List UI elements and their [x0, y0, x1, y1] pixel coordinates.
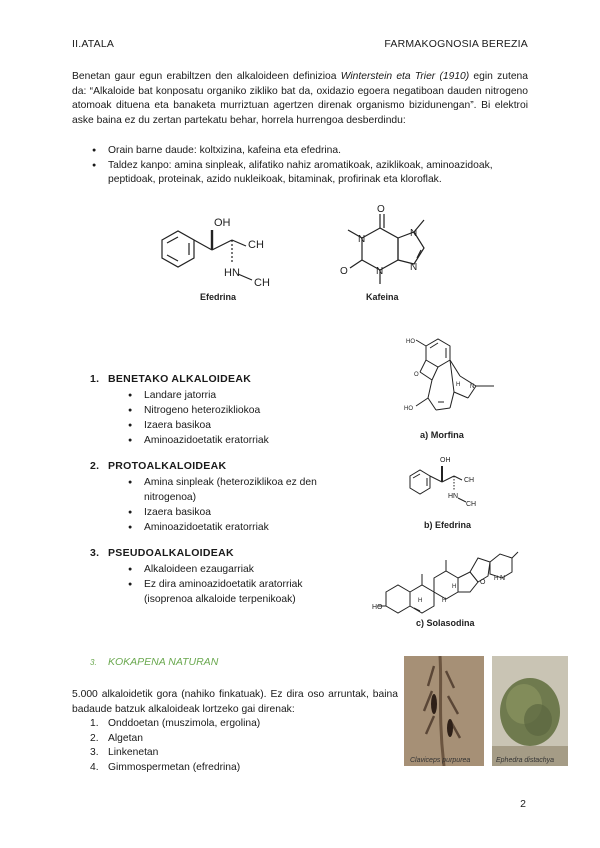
list-item	[90, 761, 390, 776]
morphine-ho-top: HO	[406, 339, 415, 345]
list-item: ● Ez dira aminoazidoetatik aratorriak (isoprenoa alkaloide terpenikoak)	[128, 577, 340, 607]
list-item: ● Amina sinpleak (heteroziklikoa ez den nitrogenoa)	[128, 475, 340, 505]
list-item: ● Aminoazidoetatik eratorriak	[128, 520, 340, 535]
list-item: ● Alkaloideen ezaugarriak	[128, 562, 340, 577]
morphine-ho-bottom: HO	[404, 406, 413, 412]
page-number: 2	[520, 798, 526, 810]
ephedra-photo	[492, 656, 568, 766]
list-text: Gimmospermetan (efredrina)	[108, 761, 241, 773]
ephedra-caption: Ephedra distachya	[496, 757, 554, 764]
section-title-benetako	[90, 373, 251, 385]
solasodine-h-nh: H	[494, 576, 499, 582]
header-right: FARMAKOGNOSIA BEREZIA	[384, 38, 528, 50]
solasodine-n: N	[500, 575, 506, 582]
solasodine-h3: H	[452, 584, 457, 590]
claviceps-photo	[404, 656, 484, 766]
caffeine-structure	[348, 214, 424, 284]
section-number: 2.	[90, 460, 100, 472]
list-number: 1.	[90, 718, 99, 729]
ephedrine-small-oh: OH	[440, 457, 451, 464]
caffeine-n9: N	[410, 262, 418, 273]
list-item: ● Taldez kanpo: amina sinpleak, alifatiko nahiz aromatikoak, aziklikoak, aminoazidoak, peptidoak, proteinak, azido nukleikoak, bitaminak, profirinak eta kloroflak.	[90, 159, 528, 188]
solasodine-h1: H	[418, 598, 423, 604]
kokapena-title: KOKAPENA NATURAN	[108, 656, 219, 668]
list-text: Onddoetan (muszimola, ergolina)	[108, 718, 261, 729]
ephedrine-ch3-label: CH	[248, 239, 264, 251]
ephedrine-small-structure	[398, 448, 508, 533]
caffeine-n1: N	[358, 234, 366, 245]
list-item	[90, 717, 390, 732]
list-text: Algetan	[108, 732, 143, 744]
kokapena-paragraph: 5.000 alkaloidetik gora (nahiko finkatuak). Ez dira oso arruntak, baina badaude batzuk alkaloideak lortzeko gai direnak:	[72, 689, 398, 715]
solasodine-ho: HO	[372, 604, 383, 611]
caffeine-label: Kafeina	[366, 292, 399, 302]
ephedrine-small-nch3: CH	[466, 501, 477, 508]
intro-text-2: egin zutena da: “Alkaloide bat konposatu organiko zikliko bat da, oxidazio egoera negatiboan dauden nitrogeno atomoak dituena eta banaketa murriztuan agertzen direnak organismo bizidunengan”. Bi elektroi aske baina ez du zertan partekatu behar, horrela hurrengoa desberdindu:	[72, 71, 529, 126]
section-title-text: PROTOALKALOIDEAK	[108, 460, 227, 472]
top-structures-figure	[140, 198, 460, 306]
solasodine-h2: H	[442, 598, 447, 604]
list-item	[90, 732, 390, 747]
intro-bullet-list	[90, 144, 528, 188]
caffeine-n7: N	[410, 228, 418, 239]
section-title-pseudoalkaloideak	[90, 547, 234, 559]
ephedrine-small-caption: b) Efedrina	[424, 520, 472, 530]
header-left: II.ATALA	[72, 38, 115, 50]
ephedrine-oh-label: OH	[214, 217, 231, 229]
list-number: 4.	[90, 761, 99, 773]
ephedrine-n-label: N	[232, 267, 240, 279]
caffeine-o-left: O	[340, 266, 348, 277]
section-title-protoalkaloideak	[90, 460, 226, 472]
list-number: 3.	[90, 747, 99, 759]
caffeine-o-top: O	[377, 204, 385, 215]
caffeine-n3: N	[376, 266, 384, 277]
solasodine-caption: c) Solasodina	[416, 618, 475, 628]
claviceps-caption: Claviceps purpurea	[410, 757, 471, 764]
section-3-list	[128, 562, 340, 607]
list-item: ● Orain barne daude: koltxizina, kafeina eta efedrina.	[90, 144, 528, 159]
morphine-caption: a) Morfina	[420, 430, 464, 440]
morphine-n: N	[470, 384, 475, 390]
kokapena-number: 3.	[90, 658, 97, 667]
intro-paragraph	[72, 70, 528, 128]
section-number: 1.	[90, 373, 100, 385]
section-2-list	[128, 475, 340, 535]
list-item: ● Landare jatorria	[128, 388, 348, 403]
section-1-list	[128, 388, 348, 448]
list-item	[90, 746, 390, 761]
intro-text-1: Benetan gaur egun erabiltzen den alkaloideen definizioa	[72, 71, 341, 82]
morphine-structure	[398, 330, 508, 445]
ephedrine-small-ch3: CH	[464, 477, 475, 484]
kokapena-heading	[90, 656, 218, 668]
section-number: 3.	[90, 547, 100, 559]
ephedrine-nch3-label: CH	[254, 277, 270, 289]
intro-citation: Winterstein eta Trier (1910)	[340, 71, 470, 82]
morphine-h: H	[456, 382, 461, 388]
ephedrine-hn-label: H	[224, 267, 232, 279]
list-item: ● Aminoazidoetatik eratorriak	[128, 433, 348, 448]
ephedrine-label: Efedrina	[200, 292, 237, 302]
sources-list	[90, 717, 390, 775]
list-number: 2.	[90, 732, 99, 744]
solasodine-structure	[370, 536, 520, 631]
list-item: ● Nitrogeno heterozikliokoa	[128, 403, 348, 418]
list-item: ● Izaera basikoa	[128, 505, 340, 520]
morphine-o: O	[414, 372, 419, 378]
section-title-text: PSEUDOALKALOIDEAK	[108, 547, 234, 559]
ephedrine-small-hn: HN	[448, 493, 459, 500]
section-title-text: BENETAKO ALKALOIDEAK	[108, 373, 252, 385]
list-item: ● Izaera basikoa	[128, 418, 348, 433]
list-text: Linkenetan	[108, 747, 159, 759]
solasodine-o: O	[480, 579, 486, 586]
